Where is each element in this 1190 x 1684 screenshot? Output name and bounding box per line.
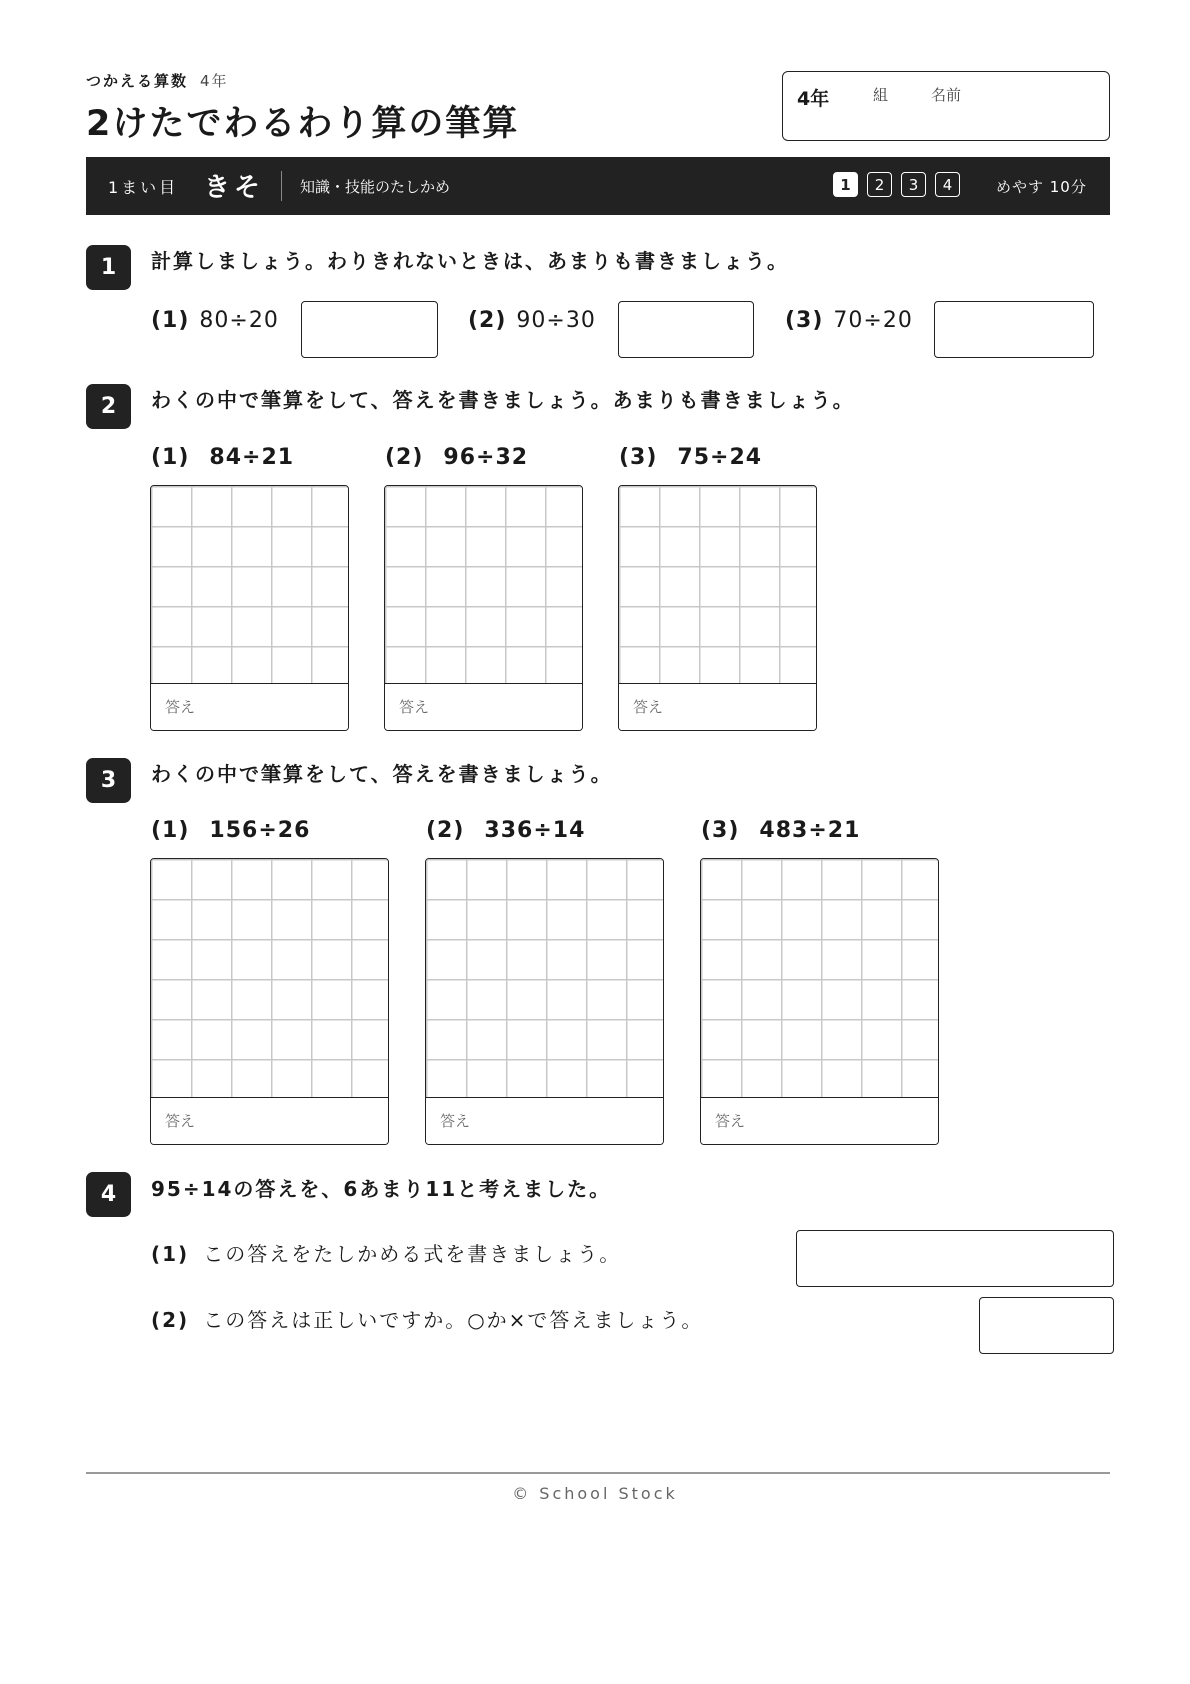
- q4-item-2: [151, 1304, 703, 1333]
- q2-item-2-expr: 96÷32: [443, 445, 529, 470]
- q3-item-1-label: (1): [151, 818, 190, 843]
- work-grid: [619, 486, 816, 686]
- name-label: 名前: [931, 86, 962, 104]
- time-estimate: めやす 10分: [996, 178, 1087, 196]
- question-1-text: 計算しましょう。わりきれないときは、あまりも書きましょう。: [151, 249, 789, 273]
- page-indicator-1: 1: [833, 172, 858, 197]
- q1-answer-box-1[interactable]: [301, 301, 438, 358]
- series-title: [86, 70, 229, 91]
- work-grid: [151, 859, 388, 1099]
- class-label: 組: [873, 86, 889, 104]
- series-grade: 4年: [200, 72, 229, 90]
- page-title: 2けたでわるわり算の筆算: [86, 104, 520, 144]
- q1-item-3-expr: 70÷20: [833, 308, 913, 333]
- answer-field[interactable]: [151, 1097, 388, 1144]
- answer-label: 答え: [715, 1112, 746, 1130]
- q4-item-1-text: この答えをたしかめる式を書きましょう。: [203, 1242, 622, 1266]
- answer-field[interactable]: [151, 683, 348, 730]
- q2-item-1-label: (1): [151, 445, 190, 470]
- answer-label: 答え: [633, 698, 664, 716]
- work-grid: [426, 859, 663, 1099]
- answer-field[interactable]: [385, 683, 582, 730]
- name-box[interactable]: [782, 71, 1110, 141]
- question-1-number: 1: [86, 245, 131, 290]
- page-indicator-2: 2: [867, 172, 892, 197]
- answer-field[interactable]: [426, 1097, 663, 1144]
- q3-work-area-2[interactable]: [425, 858, 664, 1145]
- q4-answer-box-2[interactable]: [979, 1297, 1114, 1354]
- q3-item-3: [701, 818, 860, 843]
- work-grid: [385, 486, 582, 686]
- work-grid: [151, 486, 348, 686]
- q1-answer-box-3[interactable]: [934, 301, 1094, 358]
- name-box-grade: 4年: [797, 88, 830, 110]
- q3-item-2: [426, 818, 585, 843]
- q2-item-1-expr: 84÷21: [209, 445, 295, 470]
- answer-label: 答え: [165, 1112, 196, 1130]
- page-indicator-3: 3: [901, 172, 926, 197]
- sheet-number: 1まい目: [108, 178, 179, 197]
- q3-work-area-1[interactable]: [150, 858, 389, 1145]
- q4-item-1-label: (1): [151, 1242, 190, 1266]
- answer-label: 答え: [399, 698, 430, 716]
- page-indicators: [833, 172, 960, 197]
- q3-item-2-expr: 336÷14: [484, 818, 586, 843]
- q4-item-2-label: (2): [151, 1308, 190, 1332]
- q2-work-area-1[interactable]: [150, 485, 349, 731]
- answer-field[interactable]: [619, 683, 816, 730]
- question-2-text: わくの中で筆算をして、答えを書きましょう。あまりも書きましょう。: [151, 388, 855, 412]
- q2-work-area-3[interactable]: [618, 485, 817, 731]
- q1-item-3: [785, 308, 913, 333]
- answer-field[interactable]: [701, 1097, 938, 1144]
- q2-item-2: [385, 445, 528, 470]
- work-grid: [701, 859, 938, 1099]
- page-indicator-4: 4: [935, 172, 960, 197]
- answer-label: 答え: [440, 1112, 471, 1130]
- q1-item-2-expr: 90÷30: [516, 308, 596, 333]
- q1-answer-box-2[interactable]: [618, 301, 754, 358]
- question-3-number: 3: [86, 758, 131, 803]
- q4-item-1: [151, 1238, 621, 1267]
- q2-item-2-label: (2): [385, 445, 424, 470]
- q4-answer-box-1[interactable]: [796, 1230, 1114, 1287]
- band-divider: [281, 171, 282, 201]
- question-4-text: 95÷14の答えを、6あまり11と考えました。: [151, 1177, 612, 1201]
- purpose-label: 知識・技能のたしかめ: [300, 178, 451, 196]
- q2-work-area-2[interactable]: [384, 485, 583, 731]
- level-label: きそ: [204, 173, 265, 203]
- question-3-text: わくの中で筆算をして、答えを書きましょう。: [151, 762, 613, 786]
- question-2-number: 2: [86, 384, 131, 429]
- answer-label: 答え: [165, 698, 196, 716]
- series-name: つかえる算数: [86, 72, 189, 90]
- q1-item-1-label: (1): [151, 308, 190, 333]
- q3-item-3-label: (3): [701, 818, 740, 843]
- q4-item-2-text: この答えは正しいですか。○か×で答えましょう。: [203, 1308, 704, 1332]
- q3-item-1-expr: 156÷26: [209, 818, 311, 843]
- q3-item-1: [151, 818, 310, 843]
- q3-item-3-expr: 483÷21: [759, 818, 861, 843]
- q2-item-3-label: (3): [619, 445, 658, 470]
- q2-item-3: [619, 445, 762, 470]
- sheet-info-band: [86, 157, 1110, 215]
- q3-item-2-label: (2): [426, 818, 465, 843]
- q1-item-1-expr: 80÷20: [199, 308, 279, 333]
- q1-item-3-label: (3): [785, 308, 824, 333]
- q2-item-1: [151, 445, 294, 470]
- copyright: © School Stock: [512, 1484, 678, 1503]
- q1-item-1: [151, 308, 279, 333]
- q2-item-3-expr: 75÷24: [677, 445, 763, 470]
- footer-divider: [86, 1472, 1110, 1474]
- question-4-number: 4: [86, 1172, 131, 1217]
- q3-work-area-3[interactable]: [700, 858, 939, 1145]
- q1-item-2-label: (2): [468, 308, 507, 333]
- q1-item-2: [468, 308, 596, 333]
